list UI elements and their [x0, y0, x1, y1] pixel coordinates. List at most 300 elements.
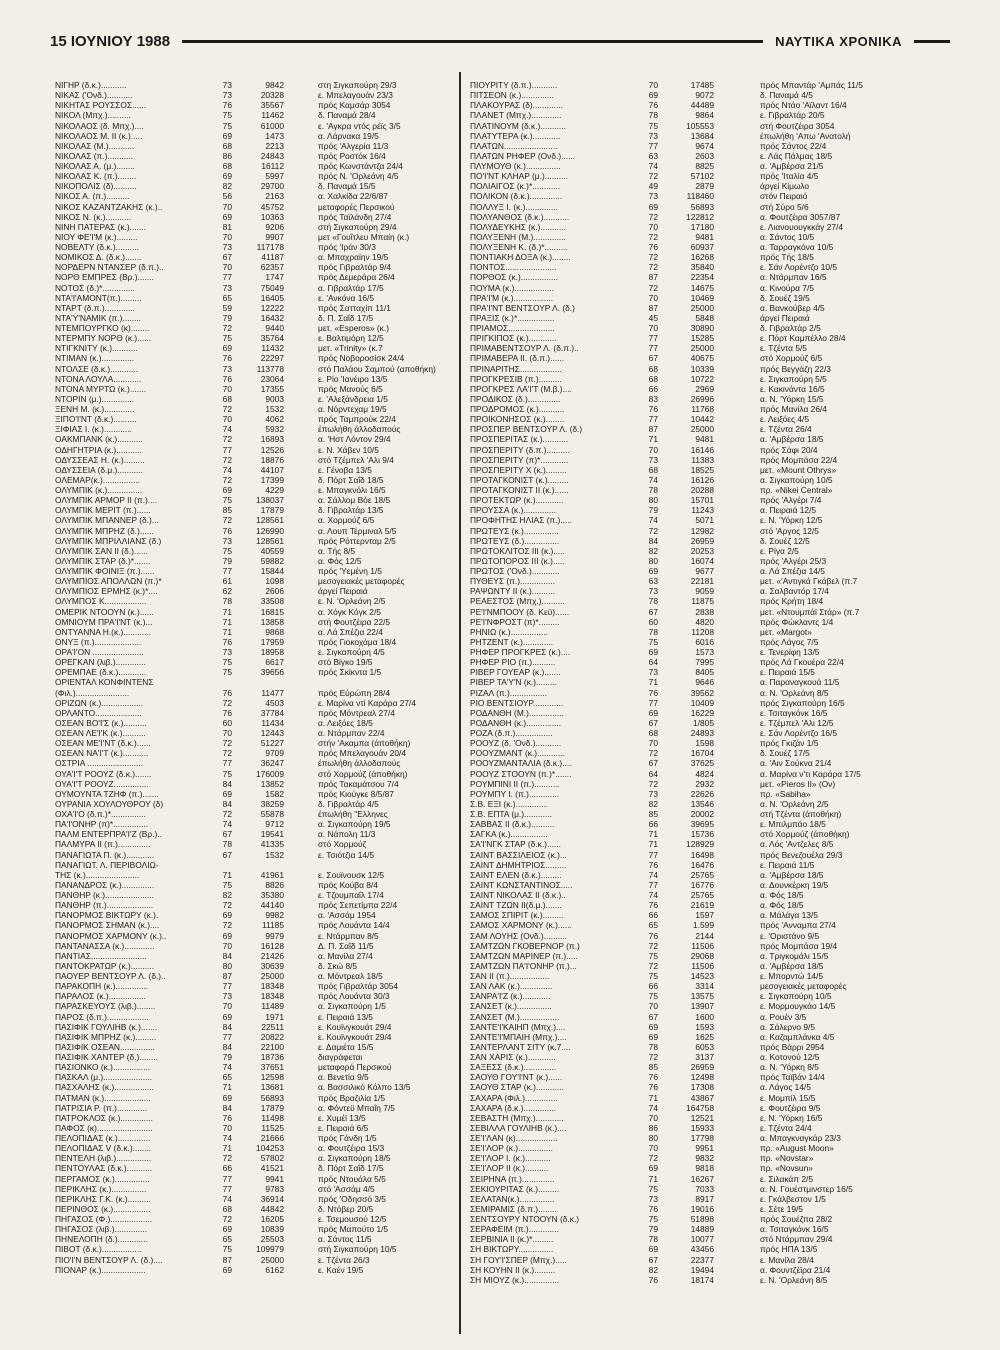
tonnage: 16268: [690, 252, 714, 263]
tonnage: 11489: [261, 1001, 284, 1012]
ship-entry: [55, 313, 453, 323]
ship-name: ΠΑΣΙΟΝΚΟ (κ.)................: [55, 1062, 151, 1073]
ship-name: ΣΑΝΡΑ'Ι'Ζ (κ.)............: [470, 991, 551, 1002]
position-note: α. Παραναγκουά 11/5: [760, 677, 840, 688]
build-year: 72: [648, 231, 658, 242]
tonnage: 4820: [695, 616, 714, 627]
tonnage: 117178: [256, 242, 284, 252]
ship-entry: [470, 404, 950, 414]
position-note: στήν 'Ακαμπα (άποθήκη): [318, 738, 411, 749]
build-year: 77: [222, 1183, 232, 1194]
ship-name: ΟΛΥΜΠΙΚ ΑΡΜΟΡ ΙΙ (π.)....: [55, 495, 158, 506]
ship-name: ΣΕΡΑΦΕΙΜ (π.).............: [470, 1224, 559, 1235]
ship-name: ΣΑ'Ι'ΝΓΚ ΣΤΑΡ (δ.κ.)......: [470, 839, 561, 850]
tonnage: 43867: [690, 1092, 714, 1103]
position-note: α. Χόγκ Κόγκ 2/5: [318, 606, 381, 617]
position-note: στό Τζέμπελ 'Αλι 9/4: [318, 454, 394, 465]
position-note: πρός Τής 18/5: [760, 252, 814, 263]
ship-entry: [470, 758, 950, 768]
build-year: 69: [222, 910, 232, 921]
build-year: 45: [648, 312, 658, 323]
tonnage: 20328: [260, 90, 284, 101]
build-year: 66: [648, 910, 658, 921]
build-year: 72: [222, 697, 232, 708]
build-year: 72: [222, 404, 232, 414]
tonnage: 1473: [265, 130, 284, 141]
build-year: 72: [648, 525, 658, 536]
build-year: 76: [648, 687, 658, 698]
ship-entry: [55, 121, 453, 131]
ship-name: ΝΙΚΟΠΟΛΙΣ (δ)..........: [55, 181, 137, 192]
position-note: ε. Σάν Λορέντζο 16/5: [760, 728, 838, 738]
tonnage: 3314: [695, 981, 714, 992]
build-year: 72: [222, 809, 232, 819]
tonnage: 30639: [260, 960, 284, 971]
build-year: 70: [648, 1001, 658, 1012]
position-note: πρός Βραζιλία 1/5: [318, 1092, 386, 1103]
ship-entry: [470, 191, 950, 201]
position-note: α. Ν. 'Ορλεάνη 2/5: [760, 798, 829, 809]
build-year: 69: [648, 1244, 658, 1255]
ship-name: ΝΟΡΔΕΡΝ ΝΤΑΝΣΕΡ (δ.π.)..: [55, 262, 164, 273]
ship-entry: [55, 536, 453, 546]
build-year: 77: [222, 566, 232, 576]
build-year: 79: [648, 505, 658, 516]
position-note: πρός ΗΠΑ 13/5: [760, 1244, 818, 1255]
ship-entry: [470, 222, 950, 232]
build-year: 68: [222, 140, 232, 151]
tonnage: 128929: [686, 839, 714, 850]
ship-entry: [470, 90, 950, 100]
header-rule-end: [914, 40, 950, 43]
build-year: 84: [222, 1021, 232, 1032]
build-year: 72: [222, 474, 232, 485]
ship-entry: [470, 515, 950, 525]
ship-entry: [55, 100, 453, 110]
ship-name: ΟΡΙΕΝΤΑΛ ΚΟΝΦΙΝΤΕΝΣ: [55, 677, 154, 688]
ship-entry: [470, 121, 950, 131]
build-year: 74: [648, 869, 658, 880]
ship-name: ΡΗΦΕΡ ΡΙΟ (π.)..........: [470, 657, 556, 668]
ship-entry: [55, 1042, 453, 1052]
tonnage: 16815: [260, 606, 284, 617]
ship-name: ΝΤΕΜΠΟΥΡΓΚΟ (κ)........: [55, 323, 150, 333]
ship-name: ΠΕΝΤΕΛΗ (λιβ.)...............: [55, 1153, 152, 1164]
position-note: πρός Σάντος 22/4: [760, 140, 827, 151]
ship-entry: [55, 1133, 453, 1143]
ship-name: (Φιλ.).......................: [55, 687, 130, 698]
ship-name: ΡΗΝΙΩ (κ.)................: [470, 626, 548, 637]
build-year: 71: [648, 1173, 658, 1184]
ship-entry: [55, 343, 453, 353]
ship-entry: [470, 364, 950, 374]
position-note: ε. Τσιταγκόνκ 16/5: [760, 707, 828, 718]
position-note: άργεί Πειραιά: [760, 312, 810, 323]
ship-entry: [55, 546, 453, 556]
position-note: στό Βίγκο 19/5: [318, 657, 373, 668]
build-year: 76: [222, 373, 232, 384]
ship-name: ΣΕΚΙΟΥΡΙΤΑΣ (κ.).........: [470, 1183, 560, 1194]
ship-name: ΣΑΝ ΧΑΡΙΣ (κ.)............: [470, 1052, 556, 1062]
ship-entry: [55, 262, 453, 272]
ship-name: ΟΛΥΜΠΙΚ (κ.)...............: [55, 485, 143, 495]
tonnage: 11462: [261, 110, 284, 121]
ship-name: ΟΣΕΑΝ ΝΑ'Ι'Τ (κ.)...........: [55, 748, 149, 759]
ship-name: ΠΡΟΔΡΟΜΟΣ (κ.)...........: [470, 404, 565, 414]
tonnage: 26959: [690, 1062, 714, 1073]
build-year: 76: [222, 636, 232, 647]
tonnage: 25503: [260, 1234, 284, 1245]
ship-name: ΠΡΩΤΟΣ ('Ονδ.)............: [470, 566, 560, 576]
ship-name: ΣΑΜ ΛΟΥΗΣ (Ονδ.)..........: [470, 930, 567, 941]
ship-name: ΠΑΛΜΥΡΑ ΙΙ (π.)..............: [55, 839, 151, 850]
ship-entry: [470, 951, 950, 961]
tonnage: 11525: [261, 1122, 284, 1133]
ship-name: ΠΟΛΙΑΙΓΟΣ (κ.)*............: [470, 181, 561, 192]
ship-name: ΠΑΝΑΝΔΡΟΣ (κ.)..............: [55, 879, 155, 890]
tonnage: 22377: [690, 1254, 714, 1265]
tonnage: 13858: [260, 616, 284, 627]
position-note: πρός Σουέζπα 28/2: [760, 1214, 833, 1224]
position-note: α. Τριγκομάλι 15/5: [760, 950, 829, 961]
ship-name: ΣΑΧΑΡΑ (δ.κ.)..............: [470, 1102, 557, 1113]
ship-name: ΟΡΕΜΠΑΕ (δ.κ.)............: [55, 667, 147, 678]
ship-name: ΟΝΤΥΑΝΝΑ Η.(κ.)............: [55, 626, 152, 637]
tonnage: 17879: [260, 1102, 284, 1113]
tonnage: 20002: [690, 809, 714, 819]
ship-entry: [55, 1143, 453, 1153]
ship-name: ΣΑΧΑΡΑ (Φιλ.)..............: [470, 1092, 558, 1103]
position-note: α. Φός 12/5: [318, 555, 362, 566]
build-year: 73: [222, 647, 232, 657]
ship-name: ΠΙΟΥΡΙΤΥ (δ.π.)...........: [470, 80, 558, 90]
ship-entry: [55, 1214, 453, 1224]
tonnage: 22297: [260, 353, 284, 364]
ship-entry: [55, 1052, 453, 1062]
build-year: 67: [648, 353, 658, 364]
ship-entry: [55, 333, 453, 343]
position-note: πρός Καμσάρ 3054: [318, 100, 391, 111]
ship-name: ΡΟΖΑ (δ.π.)................: [470, 728, 553, 738]
position-note: πρός Ντουάλα 5/5: [318, 1173, 386, 1184]
build-year: 49: [648, 181, 658, 192]
ship-name: ΠΡΟΣΠΕΡ ΒΕΝΤΣΟΥΡ Λ. (δ.): [470, 424, 583, 435]
ship-name: ΠΛΑΤΩΝ.......................: [470, 140, 558, 151]
tonnage: 2144: [695, 930, 714, 941]
build-year: 77: [648, 414, 658, 425]
position-note: πρός Λουάντα 30/3: [318, 991, 390, 1002]
ship-entry: [470, 860, 950, 870]
position-note: α. Λά Σπέζια 14/5: [760, 566, 825, 576]
build-year: 70: [222, 728, 232, 738]
position-note: ε. Φουτζέιρα 9/5: [760, 1102, 821, 1113]
ship-entry: [470, 677, 950, 687]
ship-name: ΠΡΩΤΕΥΣ (κ.)...............: [470, 525, 559, 536]
ship-name: ΣΕΛΑΤΑΝ(κ.)...............: [470, 1193, 555, 1204]
ship-name: ΣΑΜΟΣ ΧΑΡΜΟΝΥ (κ.)......: [470, 920, 572, 931]
tonnage: 1597: [695, 910, 714, 921]
ship-entry: [470, 839, 950, 849]
ship-entry: [55, 353, 453, 363]
position-note: πρός Κούβα 8/4: [318, 879, 378, 890]
ship-name: ΝΤΟΝΑ ΛΟΥΛΑ............: [55, 373, 142, 384]
ship-name: ΣΕΙΡΗΝΑ (π.)..............: [470, 1173, 555, 1184]
ship-entry: [55, 1113, 453, 1123]
tonnage: 14675: [690, 282, 714, 293]
ship-name: ΠΛΥΜΟΥΘ (κ.)...............: [470, 161, 561, 171]
position-note: πρός Ταϊλάνδη 27/4: [318, 211, 392, 222]
tonnage: 36914: [260, 1193, 284, 1204]
tonnage: 104253: [256, 1143, 284, 1154]
build-year: 73: [648, 667, 658, 678]
ship-name: ΠΑΛΜ ΕΝΤΕΡΠΡΑ'Ι'Ζ (Βρ.)..: [55, 829, 162, 840]
position-note: πρός Μομπάσα 22/4: [760, 454, 838, 465]
position-note: πρός Μαπούτο 1/5: [318, 1224, 389, 1235]
position-note: πρός Εύρώπη 28/4: [318, 687, 390, 698]
build-year: 78: [648, 485, 658, 495]
tonnage: 11506: [691, 960, 714, 971]
tonnage: 41335: [260, 839, 284, 850]
tonnage: 9979: [265, 930, 284, 941]
build-year: 72: [648, 262, 658, 273]
position-note: α. Ταρραγκόνα 10/5: [760, 242, 834, 252]
ship-name: ΠΟΛΥΞΕΝΗ (Μ.)..............: [470, 231, 566, 242]
position-note: μεταφορές Περσικού: [318, 201, 395, 212]
build-year: 75: [222, 333, 232, 344]
ship-entry: [470, 617, 950, 627]
tonnage: 38259: [260, 798, 284, 809]
tonnage: 17485: [690, 80, 714, 90]
ship-name: ΠΑΝΑΓΙΩΤΑ Π. (κ.)............: [55, 849, 155, 860]
ship-name: ΟΡΕΓΚΑΝ (λιβ.).............: [55, 657, 146, 668]
ship-name: ΠΡΙΑΜΟΣ....................: [470, 323, 555, 333]
ship-entry: [55, 789, 453, 799]
ship-name: ΣΑΙΝΤ ΝΙΚΟΛΑΣ ΙΙ (δ.κ.)..: [470, 890, 566, 900]
build-year: 68: [648, 464, 658, 475]
tonnage: 12982: [690, 525, 714, 536]
ship-name: ΟΣΕΑΝ ΜΕ'Ι'ΝΤ (δ.κ.)......: [55, 738, 151, 749]
position-note: δ. Πόρτ Σαΐδ 18/5: [318, 474, 384, 485]
ship-entry: [55, 961, 453, 971]
ship-name: ΝΤΟΡΙΝ (μ.)..............: [55, 393, 135, 404]
ship-entry: [470, 131, 950, 141]
ship-name: ΣΕΡΒΙΝΙΑ ΙΙ (κ.)*.........: [470, 1234, 554, 1245]
ship-name: ΠΛΑΤΩΝ ΡΗΦΕΡ (Ονδ.)......: [470, 150, 576, 161]
ship-name: ΠΑΝΤΙΑΣ........................: [55, 950, 147, 961]
build-year: 66: [648, 819, 658, 830]
ship-entry: [470, 1032, 950, 1042]
ship-name: ΟΛΥΜΠΙΚ ΦΟΙΝΙΞ (π.)......: [55, 566, 155, 576]
ship-entry: [55, 110, 453, 120]
ship-name: ΣΑΝ ΙΙ (π.).................: [470, 971, 550, 981]
ship-entry: [470, 1133, 950, 1143]
build-year: 70: [648, 80, 658, 90]
tonnage: 41521: [260, 1163, 284, 1174]
position-note: πρός Κιούγκε 8/5/87: [318, 788, 394, 799]
ship-name: ΣΑΜΤΖΩΝ ΠΑ'Ι'ΟΝΗΡ (π.)...: [470, 960, 577, 971]
ship-entry: [470, 434, 950, 444]
build-year: 80: [648, 495, 658, 506]
tonnage: 17180: [690, 221, 714, 232]
tonnage: 60937: [690, 242, 714, 252]
ship-entry: [55, 1265, 453, 1275]
build-year: 59: [222, 302, 232, 313]
ship-name: ΝΤΑΡΤ (δ.π.).............: [55, 302, 135, 313]
ship-entry: [55, 596, 453, 606]
ship-entry: [470, 971, 950, 981]
ship-name: ΟΥΡΑΝΙΑ ΧΟΥΛΟΥΘΡΟΥ (δ): [55, 798, 164, 809]
build-year: 72: [648, 940, 658, 951]
build-year: 72: [648, 171, 658, 182]
ship-name: ΠΡΑΞΙΣ (κ.)*................: [470, 312, 555, 323]
ship-entry: [470, 1214, 950, 1224]
build-year: 69: [222, 211, 232, 222]
position-note: ε. Ν. Χάβεν 10/5: [318, 444, 379, 455]
ship-entry: [55, 627, 453, 637]
ship-name: ΠΕΛΟΠΙΔΑΣ (κ.)..............: [55, 1133, 151, 1143]
build-year: 76: [222, 100, 232, 111]
ship-entry: [470, 667, 950, 677]
position-note: στό Χορμούζ (άποθήκη): [318, 768, 408, 779]
position-note: α. Δουνκέρκη 19/5: [760, 879, 829, 890]
position-note: πρός Γιβραλτάρ 9/4: [318, 262, 392, 273]
build-year: 67: [648, 1254, 658, 1265]
ship-name: ΝΙΚΟΛΑΣ Κ. (π.)........: [55, 171, 137, 182]
position-note: πρός 'Αλγέρι 7/4: [760, 495, 822, 506]
tonnage: 2163: [265, 191, 284, 202]
build-year: 79: [222, 555, 232, 566]
position-note: στό Παλάου Σαμπού (αποθήκη): [318, 363, 436, 374]
ship-entry: [55, 222, 453, 232]
tonnage: 1573: [695, 647, 714, 657]
build-year: 84: [222, 1102, 232, 1113]
position-note: α. Βανκούβερ 4/5: [760, 302, 825, 313]
ship-entry: [55, 394, 453, 404]
position-note: δ. Σουέζ 17/5: [760, 748, 810, 759]
build-year: 68: [222, 161, 232, 171]
position-note: α. 'Αμβέρσα 18/5: [760, 869, 824, 880]
position-note: α. 'Αμβέρσα 21/5: [760, 161, 824, 171]
position-note: α. Ν. Γουέστμινστερ 16/5: [760, 1183, 853, 1194]
tonnage: 30890: [690, 323, 714, 333]
ship-entry: [470, 647, 950, 657]
position-note: πρός Γιβραλτάρ 3054: [318, 981, 399, 992]
tonnage: 11434: [261, 717, 284, 728]
ship-name: ΡΟΔΑΝΘΗ (κ.)...............: [470, 717, 562, 728]
ship-name: ΟΜΝΙΟΥΜ ΠΡΑ'Ι'ΝΤ (κ.)...: [55, 616, 153, 627]
build-year: 78: [648, 596, 658, 607]
ship-name: ΠΟΡΘΟΣ (κ.)................: [470, 272, 559, 283]
ship-name: ΠΡΩΤΕΥΣ (δ.)...............: [470, 535, 560, 546]
build-year: 69: [648, 707, 658, 718]
tonnage: 15844: [260, 566, 284, 576]
ship-name: ΟΛΥΜΠΙΚ ΜΠΑΝΝΕΡ (δ.)...: [55, 515, 159, 526]
ship-entry: [470, 485, 950, 495]
tonnage: 4062: [265, 414, 284, 425]
tonnage: 16476: [690, 859, 714, 870]
build-year: 87: [222, 971, 232, 981]
position-note: πρός Γκιζάν 1/5: [760, 738, 819, 749]
position-note: ε. Μπελαγουάν 23/3: [318, 90, 393, 101]
ship-entry: [470, 272, 950, 282]
position-note: πρός Ταϊβάν 14/4: [760, 1072, 825, 1083]
ship-entry: [55, 880, 453, 890]
tonnage: 18348: [260, 981, 284, 992]
ship-name: ΣΑΜΟΣ ΣΠΙΡΙΤ (κ.).........: [470, 910, 564, 921]
build-year: 75: [222, 495, 232, 506]
position-note: πρ. «Nikei Central»: [760, 485, 833, 495]
ship-entry: [55, 850, 453, 860]
build-year: 80: [222, 960, 232, 971]
build-year: 74: [648, 515, 658, 526]
tonnage: 59882: [260, 555, 284, 566]
ship-entry: [470, 1103, 950, 1113]
ship-name: ΠΟΝΤΟΣ......................: [470, 262, 557, 273]
position-note: δ. Παναμά 4/5: [760, 90, 813, 101]
position-note: ε. Λιανουουγκκάγ 27/4: [760, 221, 844, 232]
tonnage: 41961: [260, 869, 284, 880]
ship-entry: [470, 738, 950, 748]
position-note: μεσογειακές μεταφορές: [760, 981, 847, 992]
build-year: 72: [648, 252, 658, 263]
ship-name: ΠΟΛΥΑΝΘΟΣ (δ.κ.)...........: [470, 211, 570, 222]
tonnage: 1598: [695, 738, 714, 749]
position-note: α. Βενετία 9/5: [318, 1072, 369, 1083]
tonnage: 23064: [260, 373, 284, 384]
position-note: άργεί Κίμωλο: [760, 181, 810, 192]
ship-name: ΟΛΥΜΠΙΟΣ ΕΡΜΗΣ (κ.)*....: [55, 586, 158, 597]
tonnage: 57102: [690, 171, 714, 182]
tonnage: 9674: [695, 140, 714, 151]
position-note: α. Φουντζέϊρα 21/4: [760, 1264, 831, 1275]
position-note: α. Μαρίνα ν'τι Καράρα 17/5: [760, 768, 861, 779]
ship-entry: [55, 414, 453, 424]
tonnage: 17879: [260, 505, 284, 516]
position-note: α. Καζαμπλάνκα 4/5: [760, 1031, 835, 1042]
build-year: 67: [648, 717, 658, 728]
tonnage: 10722: [690, 373, 714, 384]
ship-entry: [55, 171, 453, 181]
position-note: πρός Σατταχίπ 11/1: [318, 302, 391, 313]
ship-entry: [55, 991, 453, 1001]
position-note: ε. Μπιλμπάο 18/5: [760, 819, 826, 830]
ship-entry: [470, 475, 950, 485]
build-year: 76: [648, 100, 658, 111]
ship-entry: [55, 556, 453, 566]
tonnage: 9440: [265, 323, 284, 333]
build-year: 79: [648, 1224, 658, 1235]
build-year: 70: [222, 262, 232, 273]
build-year: 71: [648, 434, 658, 445]
tonnage: 9907: [265, 231, 284, 242]
tonnage: 14889: [690, 1224, 714, 1235]
tonnage: 9864: [695, 110, 714, 121]
position-note: ε. Πειραιά 13/5: [318, 1011, 373, 1022]
build-year: 70: [222, 201, 232, 212]
position-note: πρός Λουάντα 14/4: [318, 920, 390, 931]
ship-entry: [470, 333, 950, 343]
position-note: α. Ντάρμπαν 22/4: [318, 728, 385, 738]
ship-entry: [55, 485, 453, 495]
position-note: α. Σάλλομ Βόε 18/5: [318, 495, 391, 506]
tonnage: 9842: [265, 80, 284, 90]
ship-entry: [55, 576, 453, 586]
position-note: πρός Λά Γκουέρα 22/4: [760, 657, 844, 668]
position-note: ε. Τζουμπαΐλ 17/4: [318, 890, 384, 900]
ship-name: ΝΟΜΙΚΟΣ Δ. (δ.κ.).......: [55, 252, 142, 263]
build-year: 71: [222, 1082, 232, 1093]
build-year: 69: [222, 130, 232, 141]
